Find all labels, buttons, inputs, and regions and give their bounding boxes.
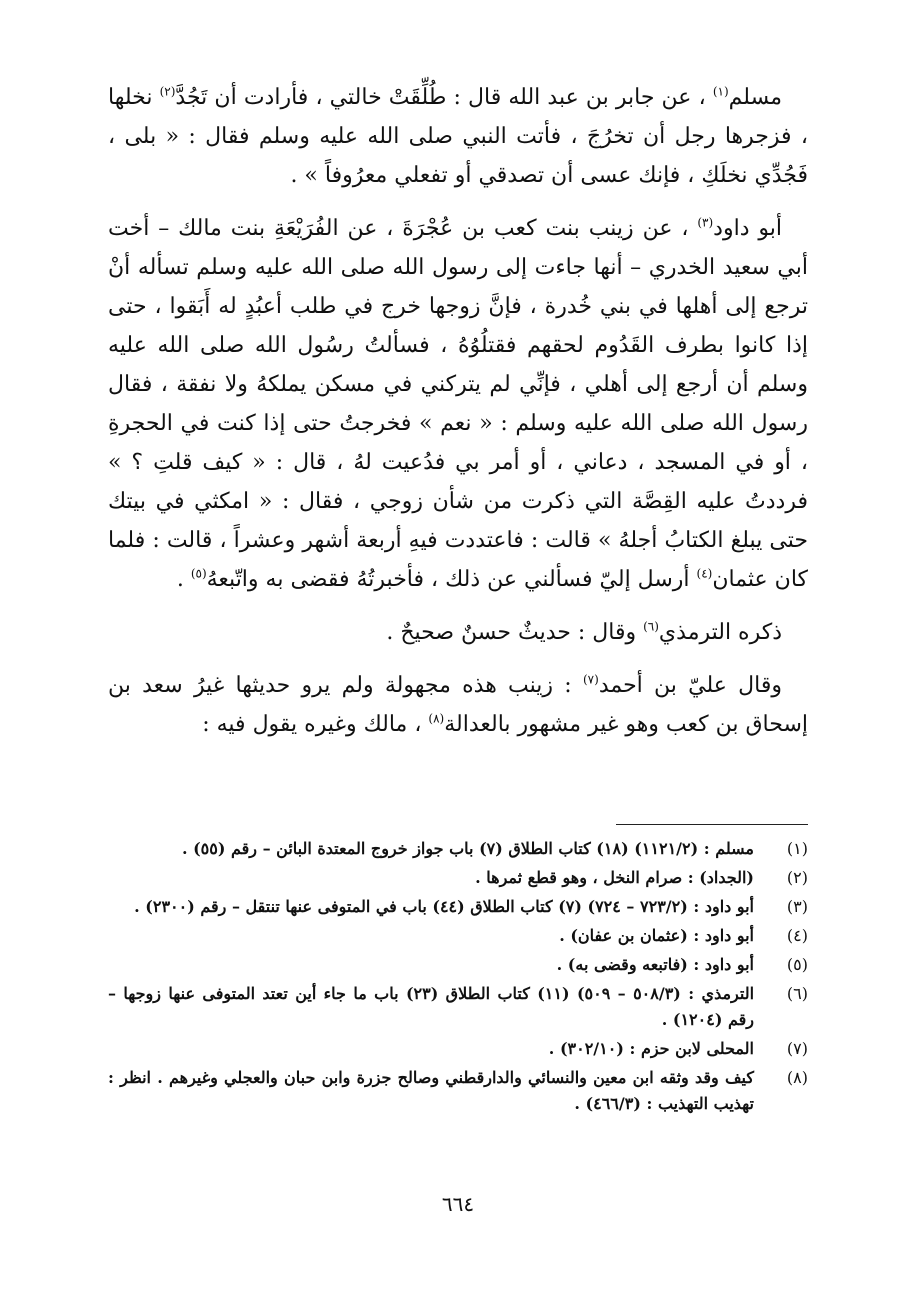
footnote-number: (١) bbox=[786, 839, 808, 858]
footnote-item bbox=[108, 981, 808, 1033]
footnote-text: مسلم : (١١٢١/٢) (١٨) كتاب الطلاق (٧) باب جواز خروج المعتدة البائن – رقم (٥٥) . bbox=[181, 839, 754, 858]
footnote-reference[interactable]: (٤) bbox=[696, 566, 713, 581]
footnote-item bbox=[108, 865, 808, 891]
footnote-reference[interactable]: (٢) bbox=[159, 84, 176, 99]
footnote-reference[interactable]: (٣) bbox=[697, 215, 714, 230]
footnote-text: الترمذي : (٥٠٨/٣ – ٥٠٩) (١١) كتاب الطلاق (٢٣) باب ما جاء أين تعتد المتوفى عنها زوجها – رقم (١٢٠٤) . bbox=[108, 984, 755, 1029]
paragraph-text: ، مالك وغيره يقول فيه : bbox=[202, 712, 429, 737]
footnotes-section bbox=[108, 836, 808, 1120]
footnote-text: المحلى لابن حزم : (٣٠٢/١٠) . bbox=[548, 1039, 754, 1058]
paragraph-text: وقال : حديثٌ حسنٌ صحيحٌ . bbox=[386, 620, 644, 645]
footnote-text: أبو داود : (٧٢٣/٢ – ٧٢٤) (٧) كتاب الطلاق (٤٤) باب في المتوفى عنها تنتقل – رقم (٢٣٠٠) . bbox=[134, 897, 754, 916]
paragraph bbox=[108, 666, 808, 744]
paragraph-text: ، عن جابر بن عبد الله قال : طُلِّقَتْ خالتي ، فأرادت أن تَجُدَّ bbox=[175, 85, 713, 110]
paragraph-text: أرسل إليّ فسألني عن ذلك ، فأخبرتُهُ فقضى به واتّبعهُ bbox=[206, 567, 697, 592]
footnote-number: (٥) bbox=[786, 955, 808, 974]
footnote-number: (٧) bbox=[786, 1039, 808, 1058]
paragraph bbox=[108, 209, 808, 599]
footnote-item bbox=[108, 836, 808, 862]
footnote-number: (٣) bbox=[786, 897, 808, 916]
footnote-text: كيف وقد وثقه ابن معين والنسائي والدارقطني وصالح جزرة وابن حبان والعجلي وغيرهم . انظر : تهذيب التهذيب : (٤٦٦/٣) . bbox=[108, 1068, 755, 1113]
paragraph bbox=[108, 78, 808, 195]
footnote-number: (٦) bbox=[786, 984, 808, 1003]
footnote-item bbox=[108, 894, 808, 920]
footnote-reference[interactable]: (٥) bbox=[190, 566, 207, 581]
paragraph-text: وقال عليّ بن أحمد bbox=[598, 673, 783, 698]
footnote-item bbox=[108, 1065, 808, 1117]
footnote-reference[interactable]: (٧) bbox=[582, 672, 599, 687]
footnote-item bbox=[108, 952, 808, 978]
page-number: ٦٦٤ bbox=[441, 1192, 475, 1216]
footnote-text: (الجداد) : صرام النخل ، وهو قطع ثمرها . bbox=[475, 868, 754, 887]
footnote-divider bbox=[616, 824, 808, 825]
footnote-item bbox=[108, 1036, 808, 1062]
footnote-reference[interactable]: (٦) bbox=[643, 619, 659, 634]
footnote-text: أبو داود : (فاتبعه وقضى به) . bbox=[556, 955, 754, 974]
footnote-reference[interactable]: (١) bbox=[712, 84, 729, 99]
footnote-number: (٨) bbox=[786, 1068, 808, 1087]
paragraph-text: ، عن زينب بنت كعب بن عُجْرَةَ ، عن الفُرَيْعَةِ بنت مالك – أخت أبي سعيد الخدري – أنها جاءت إلى رسول الله صلى الله عليه وسلم تسأله أنْ ترجع إلى أهلها في بني خُدرة ، فإنَّ زوجها خرج في طلب أعبُدٍ له أَبَقوا ، حتى إذا كانوا بطرف القَدُوم لحقهم فقتلُوُهُ ، فسألتُ رسُول الله صلى الله عليه وسلم أن أرجع إلى أهلي ، فإنِّي لم يتركني في مسكن يملكهُ ولا نفقة ، فقال رسول الله صلى الله عليه وسلم : « نعم » فخرجتُ حتى إذا كنت في الحجرةِ ، أو في المسجد ، دعاني ، أو أمر بي فدُعيت لهُ ، قال : « كيف قلتِ ؟ » فرددتُ عليه القِصَّة التي ذكرت من شأن زوجي ، فقال : « امكثي في بيتك حتى يبلغ الكتابُ أجلهُ » قالت : فاعتددت فيهِ أربعة أشهر وعشراً ، قالت : فلما كان عثمان bbox=[108, 216, 808, 592]
main-text-body bbox=[108, 78, 808, 744]
footnote-item bbox=[108, 923, 808, 949]
paragraph bbox=[108, 613, 808, 652]
paragraph-text: : زينب هذه مجهولة ولم يرو حديثها غيرُ سعد بن إسحاق بن كعب وهو غير مشهور بالعدالة bbox=[108, 673, 808, 737]
paragraph-text: مسلم bbox=[728, 85, 782, 110]
footnote-reference[interactable]: (٨) bbox=[428, 711, 445, 726]
paragraph-text: ذكره الترمذي bbox=[658, 620, 782, 645]
footnote-number: (٢) bbox=[786, 868, 808, 887]
footnote-text: أبو داود : (عثمان بن عفان) . bbox=[559, 926, 754, 945]
footnote-number: (٤) bbox=[786, 926, 808, 945]
paragraph-text: نخلها ، فزجرها رجل أن تخرُجَ ، فأتت النبي صلى الله عليه وسلم فقال : « بلى ، فَجُدِّي نخلَكِ ، فإنك عسى أن تصدقي أو تفعلي معرُوفاً » . bbox=[108, 85, 808, 188]
paragraph-text: أبو داود bbox=[713, 216, 782, 241]
paragraph-text: . bbox=[176, 567, 191, 592]
